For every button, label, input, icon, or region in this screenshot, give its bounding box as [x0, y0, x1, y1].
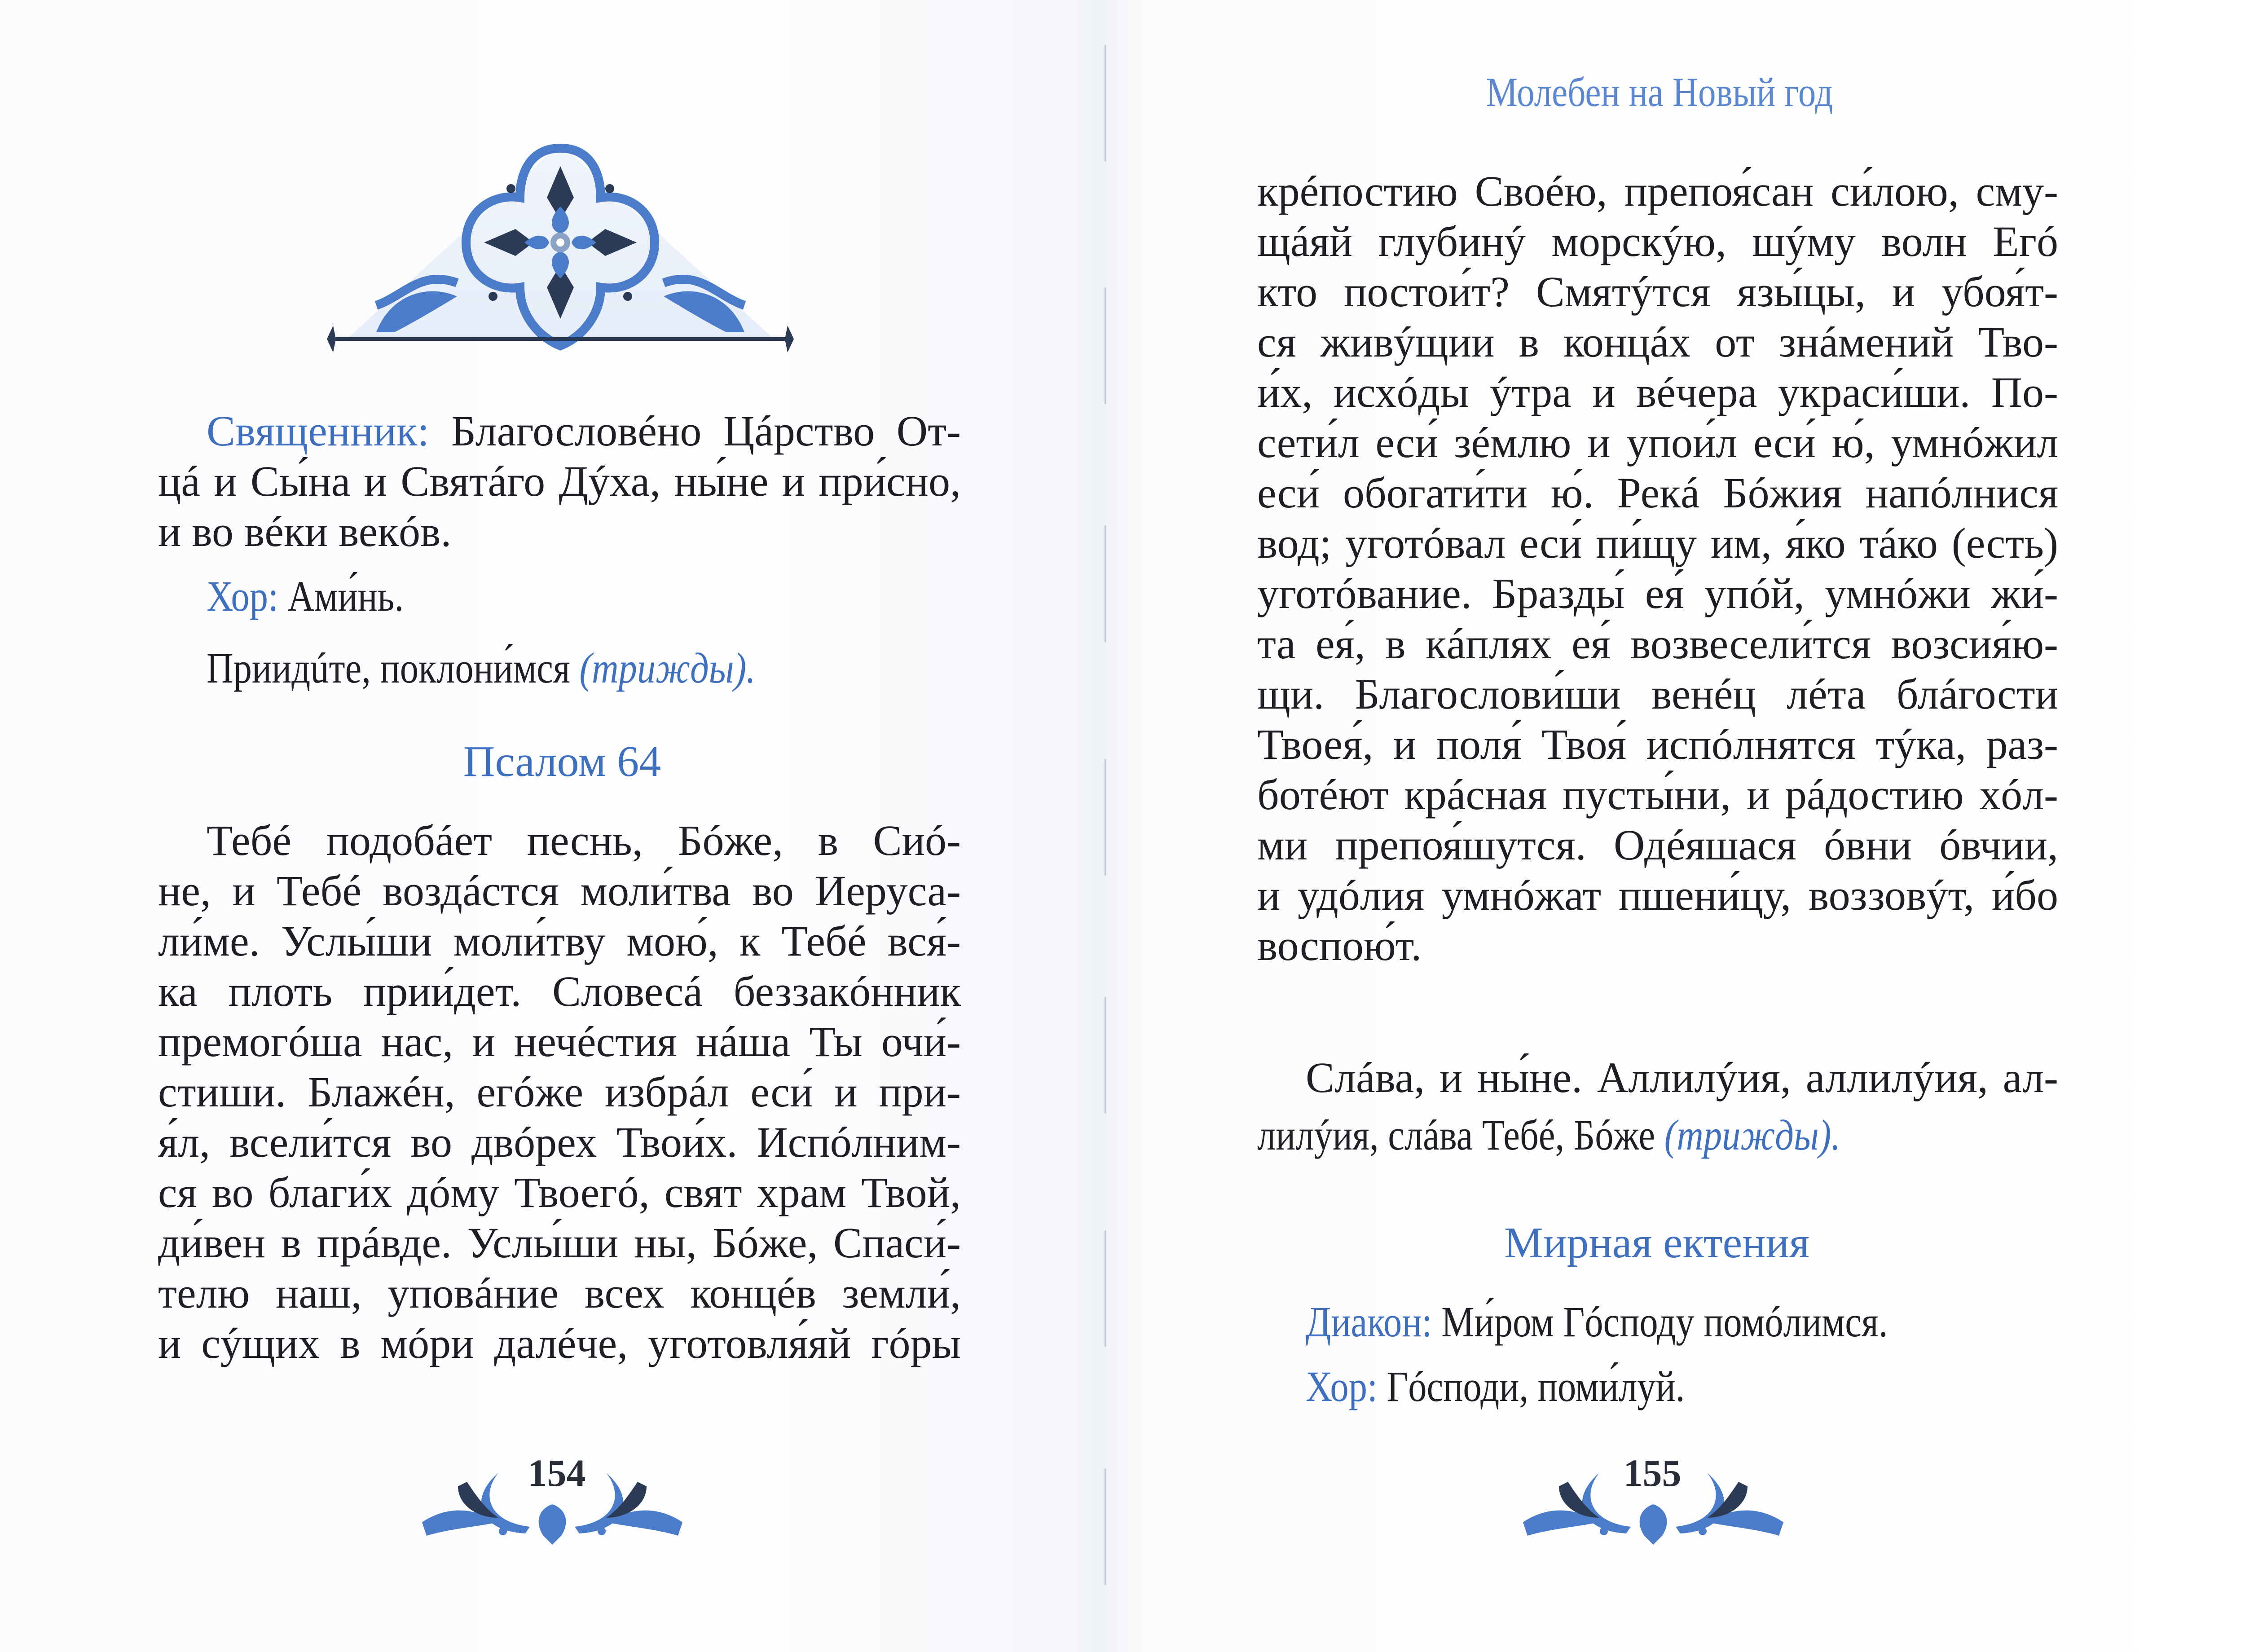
psalm-line: не, и Тебé воздáстся моли́тва во Иеруса-	[158, 867, 961, 915]
rubric-thrice-2: (трижды).	[1664, 1111, 1841, 1159]
psalm-line: Твоея́, и поля́ Твоя́ испóлнятся тýка, раз-	[1257, 720, 2058, 768]
page-number-ornament-icon	[413, 1455, 691, 1545]
psalm-line: премогóша нас, и нечéстия нáша Ты очи́-	[158, 1018, 961, 1066]
psalm-line: вод; уготóвал еси́ пи́щу им, я́ко тáко (есть)	[1257, 519, 2058, 567]
role-label-choir-2: Хор:	[1306, 1362, 1378, 1410]
psalm-line: щáяй глубинý морскýю, шýму волн Егó	[1257, 217, 2058, 265]
page-number-right: 155	[1623, 1451, 1682, 1494]
invitation-line: Приидúте, поклони́мся (трижды).	[207, 644, 756, 692]
role-label-deacon: Диакон:	[1306, 1298, 1432, 1346]
psalm-line: телю наш, уповáние всех концéв земли́,	[158, 1269, 961, 1317]
psalm-line: Тебé подобáет песнь, Бóже, в Сиó-	[207, 816, 961, 864]
priest-line-3: и во вéки векóв.	[158, 507, 452, 555]
doxology-line-1: Слáва, и ны́не. Аллилýия, аллилýия, ал-	[1306, 1053, 2058, 1101]
psalm-line: ди́вен в прáвде. Услы́ши ны, Бóже, Спаси́-	[158, 1219, 961, 1267]
role-label-priest: Священник:	[207, 407, 430, 455]
psalm-line: уготóвание. Бразды́ ея́ упóй, умнóжи жи́-	[1257, 569, 2058, 617]
running-head: Молебен на Новый год	[1486, 69, 1833, 115]
psalm-title: Псалом 64	[463, 737, 661, 786]
priest-line-1: Священник: Благословéно Цáрство От-	[207, 407, 961, 455]
psalm-line: воспою́т.	[1257, 921, 1422, 969]
choir-line: Хор: Гóсподи, поми́луй.	[1306, 1362, 1685, 1410]
psalm-line: стиши. Блажéн, егóже избрáл еси́ и при-	[158, 1068, 961, 1116]
psalm-line: крéпостию Своéю, препоя́сан си́лою, сму-	[1257, 167, 2058, 215]
deacon-line: Диакон: Ми́ром Гóсподу помóлимся.	[1306, 1298, 1888, 1346]
psalm-line: ботéют крáсная пусты́ни, и рáдостию хóл-	[1257, 771, 2058, 819]
doxology-line-2: лилýия, слáва Тебé, Бóже (трижды).	[1257, 1111, 1841, 1159]
page-number-left: 154	[528, 1451, 586, 1494]
psalm-line: ли́ме. Услы́ши моли́тву мою́, к Тебé вся́-	[158, 917, 961, 965]
psalm-line: ся во благи́х дóму Твоегó, свят храм Твой,	[158, 1168, 961, 1216]
psalm-line: та ея́, в кáплях ея́ возвесели́тся возсия́ю-	[1257, 620, 2058, 668]
litany-title: Мирная ектения	[1504, 1219, 1810, 1267]
psalm-line: я́л, всели́тся во двóрех Твои́х. Испóлним-	[158, 1118, 961, 1166]
psalm-line: щи. Благослови́ши венéц лéта блáгости	[1257, 670, 2058, 718]
psalm-line: ка плоть прии́дет. Словесá беззакóнник	[158, 967, 961, 1015]
psalm-line: и сýщих в мóри далéче, уготовля́яй гóры	[158, 1319, 961, 1367]
role-label-choir: Хор:	[207, 572, 278, 620]
psalm-line: ми препоя́шутся. Одéяшася óвни óвчии,	[1257, 821, 2058, 869]
psalm-line: еси́ обогати́ти ю́. Рекá Бóжия напóлнися	[1257, 469, 2058, 517]
book-spine	[1101, 0, 1111, 1652]
page-number-ornament-icon	[1514, 1455, 1792, 1545]
psalm-line: и́х, исхóды ýтра и вéчера украси́ши. По-	[1257, 368, 2058, 416]
priest-line-2: цá и Сы́на и Святáго Дýха, ны́не и при́сно,	[158, 457, 961, 505]
rubric-thrice: (трижды).	[579, 644, 756, 692]
choir-amen: Хор: Ами́нь.	[207, 572, 404, 620]
psalm-line: ся живýщии в концáх от знáмений Тво-	[1257, 318, 2058, 366]
psalm-line: и удóлия умнóжат пшени́цу, воззовýт, и́бо	[1257, 871, 2058, 919]
floral-triangle-ornament-icon	[322, 135, 798, 359]
psalm-line: кто постои́т? Смятýтся язы́цы, и убоя́т-	[1257, 268, 2058, 316]
psalm-line: сети́л еси́ зéмлю и упои́л еси́ ю́, умнóжил	[1257, 419, 2058, 467]
